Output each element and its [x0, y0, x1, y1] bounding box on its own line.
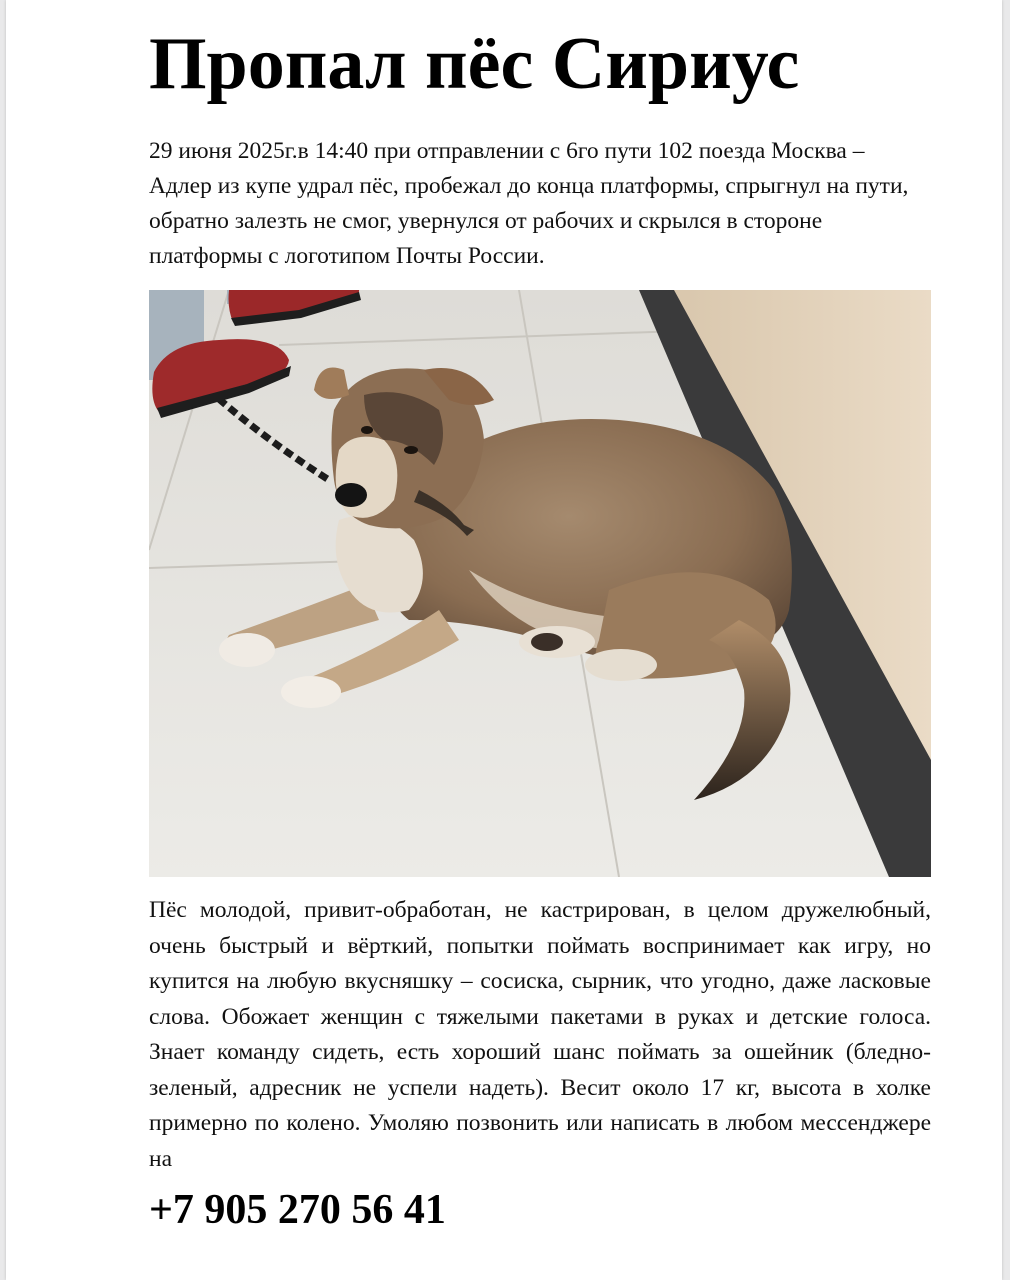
dog-description: Пёс молодой, привит-обработан, не кастрирован, в целом дружелюбный, очень быстрый и вёрткий, попытки поймать воспринимает как игру, но купится на любую вкусняшку – сосиска, сырник, что угодно, даже ласковые слова. Обожает женщин с тяжелыми пакетами в руках и детские голоса. Знает команду сидеть, есть хороший шанс поймать за ошейник (бледно-зеленый, адресник не успели надеть). Весит около 17 кг, высота в холке примерно по колено. Умоляю позвонить или написать в любом мессенджере на [149, 897, 931, 1172]
incident-description: 29 июня 2025г.в 14:40 при отправлении с 6го пути 102 поезда Москва – Адлер из купе удрал пёс, пробежал до конца платформы, спрыгнул на пути, обратно залезть не смог, увернулся от рабочих и скрылся в стороне платформы с логотипом Почты России. [149, 138, 909, 269]
dog-photo [149, 290, 931, 877]
poster-title: Пропал пёс Сириус [149, 23, 800, 105]
contact-phone[interactable]: +7 905 270 56 41 [149, 1187, 446, 1233]
